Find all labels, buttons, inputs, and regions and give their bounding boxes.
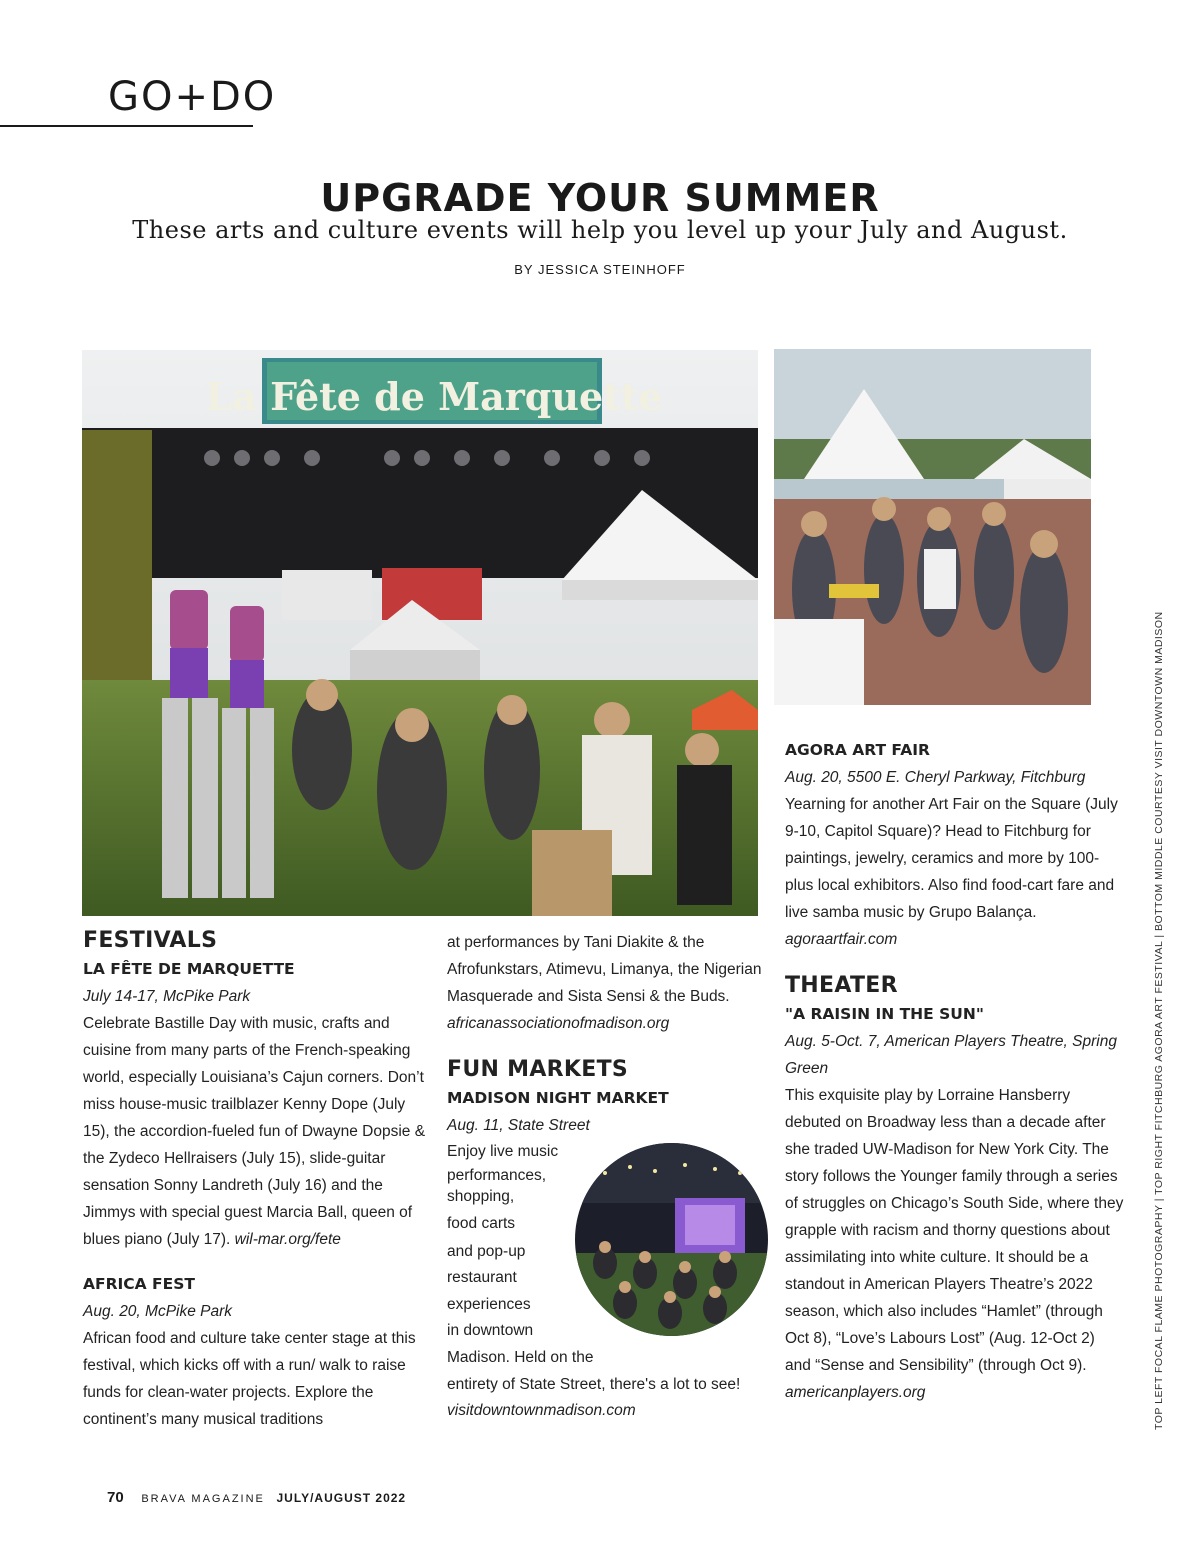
- night-market-line: shopping,: [447, 1187, 515, 1205]
- event-body-africa: African food and culture take center stage at this festival, which kicks off with a run/ walk to raise funds for clean-water projects. Explore the continent’s many musical traditions: [83, 1330, 416, 1428]
- festival-photo: [82, 350, 758, 916]
- column-right: [785, 737, 1125, 1406]
- photo-credit: TOP LEFT FOCAL FLAME PHOTOGRAPHY | TOP RIGHT FITCHBURG AGORA ART FESTIVAL | BOTTOM MIDDLE COURTESY VISIT DOWNTOWN MADISON: [1153, 611, 1165, 1430]
- night-market-line: restaurant: [447, 1269, 517, 1287]
- column-festivals: [83, 926, 428, 1433]
- night-market-line: experiences: [447, 1295, 531, 1313]
- event-when-agora: Aug. 20, 5500 E. Cheryl Parkway, Fitchburg: [785, 769, 1086, 786]
- page-number: 70: [107, 1489, 124, 1506]
- night-market-line: Madison. Held on the: [447, 1348, 594, 1366]
- event-title-agora: AGORA ART FAIR: [785, 741, 930, 759]
- event-when-fete: July 14-17, McPike Park: [83, 988, 251, 1005]
- event-title-fete: LA FÊTE DE MARQUETTE: [83, 960, 295, 978]
- event-body-raisin: This exquisite play by Lorraine Hansberry debuted on Broadway less than a decade after she traded UW-Madison for New York City. The story follows the Younger family through a series of struggles on Chicago’s South Side, where they grapple with racism and thorny questions about assimilating into white culture. It should be a standout in American Players Theatre’s 2022 season, which also includes “Hamlet” (through Oct 8), “Love’s Labours Lost” (Aug. 12-Oct 2) and “Sense and Sensibility” (through Oct 9).: [785, 1087, 1124, 1374]
- event-body-night-market: [447, 1139, 762, 1425]
- fete-body-text: Celebrate Bastille Day with music, crafts and cuisine from many parts of the French-speaking world, especially Louisiana’s Cajun corners. Don’t miss house-music trailblazer Kenny Dope (July 15), the accordion-fueled fun of Dwayne Dopsie & the Zydeco Hellraisers (July 15), slide-guitar sensation Sonny Landreth (July 16) and the Jimmys with special guest Marcia Ball, queen of blues piano (July 17).: [83, 1015, 426, 1248]
- event-title-raisin: "A RAISIN IN THE SUN": [785, 1005, 984, 1023]
- byline: BY JESSICA STEINHOFF: [514, 262, 686, 277]
- category-fun-markets: FUN MARKETS: [447, 1057, 629, 1082]
- category-festivals: FESTIVALS: [83, 928, 218, 953]
- dek: These arts and culture events will help you level up your July and August.: [132, 216, 1068, 244]
- night-market-line: Enjoy live music: [447, 1143, 559, 1160]
- africa-body-cont-text: at performances by Tani Diakite & the Afrofunkstars, Atimevu, Limanya, the Nigerian Masquerade and Sista Sensi & the Buds.: [447, 934, 762, 1005]
- page-footer: [107, 1489, 406, 1506]
- raisin-link[interactable]: americanplayers.org: [785, 1384, 926, 1401]
- agora-link[interactable]: agoraartfair.com: [785, 931, 898, 948]
- magazine-name: BRAVA MAGAZINE: [141, 1493, 265, 1505]
- event-body-agora: Yearning for another Art Fair on the Square (July 9-10, Capitol Square)? Head to Fitchburg for paintings, jewelry, ceramics and more by 100-plus local exhibitors. Also find food-cart fare and live samba music by Grupo Balança.: [785, 796, 1118, 921]
- event-when-africa: Aug. 20, McPike Park: [83, 1303, 233, 1320]
- event-body-africa-cont: [447, 929, 762, 1037]
- section-rule: [0, 125, 253, 127]
- column-middle: [447, 929, 762, 1425]
- night-market-link[interactable]: visitdowntownmadison.com: [447, 1402, 636, 1420]
- africa-link[interactable]: africanassociationofmadison.org: [447, 1015, 670, 1032]
- night-market-line: and pop-up: [447, 1242, 526, 1260]
- night-market-line: in downtown: [447, 1322, 534, 1340]
- event-when-raisin: Aug. 5-Oct. 7, American Players Theatre, Spring Green: [785, 1033, 1117, 1077]
- event-title-night-market: MADISON NIGHT MARKET: [447, 1089, 669, 1107]
- event-body-fete: [83, 1010, 428, 1253]
- banner-text: La Fête de Marquette: [205, 374, 663, 419]
- night-market-line: performances,: [447, 1166, 547, 1184]
- category-theater: THEATER: [785, 973, 898, 998]
- headline: UPGRADE YOUR SUMMER: [320, 176, 880, 220]
- event-title-africa: AFRICA FEST: [83, 1275, 195, 1293]
- section-label: GO+DO: [108, 74, 277, 120]
- night-market-line: entirety of State Street, there's a lot to see!: [447, 1375, 741, 1393]
- issue-date: JULY/AUGUST 2022: [276, 1491, 407, 1505]
- event-when-night-market: Aug. 11, State Street: [447, 1117, 590, 1134]
- fete-link[interactable]: wil-mar.org/fete: [234, 1231, 341, 1248]
- art-fair-photo: [774, 349, 1091, 705]
- night-market-line: food carts: [447, 1214, 516, 1232]
